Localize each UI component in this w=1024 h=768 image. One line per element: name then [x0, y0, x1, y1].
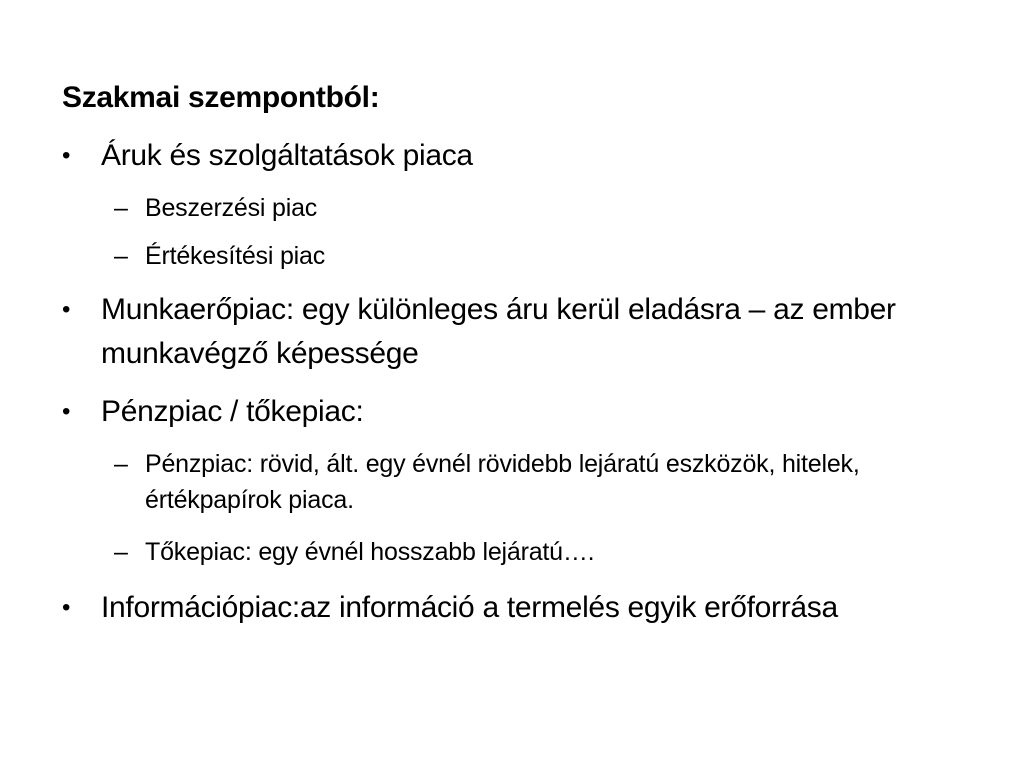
- dash-icon: –: [114, 194, 128, 222]
- sub-bullet-item: [114, 534, 905, 570]
- sub-bullet-text: Beszerzési piac: [145, 194, 318, 222]
- bullet-text: Pénzpiac / tőkepiac:: [101, 395, 364, 428]
- slide-heading: Szakmai szempontból:: [62, 81, 380, 114]
- dash-icon: –: [114, 242, 128, 270]
- bullet-item: [62, 134, 981, 178]
- sub-bullet-text: Pénzpiac: rövid, ált. egy évnél rövidebb lejáratú eszközök, hitelek, értékpapírok piaca.: [145, 450, 860, 514]
- sub-bullet-text: Értékesítési piac: [145, 242, 326, 270]
- sub-bullet-item: [114, 446, 885, 518]
- bullet-text: Információpiac:az információ a termelés egyik erőforrása: [101, 591, 838, 624]
- bullet-icon: •: [62, 594, 71, 621]
- bullet-icon: •: [62, 142, 71, 169]
- bullet-item: [62, 586, 931, 630]
- sub-bullet-text: Tőkepiac: egy évnél hosszabb lejáratú….: [145, 538, 595, 566]
- bullet-text: Munkaerőpiac: egy különleges áru kerül eladásra – az ember munkavégző képessége: [101, 293, 896, 370]
- dash-icon: –: [114, 450, 128, 478]
- sub-bullet-item: [114, 190, 905, 226]
- bullet-text: Áruk és szolgáltatások piaca: [101, 139, 473, 172]
- bullet-item: [62, 390, 981, 434]
- sub-bullet-item: [114, 238, 905, 274]
- bullet-item: [62, 288, 961, 376]
- dash-icon: –: [114, 538, 128, 566]
- bullet-icon: •: [62, 296, 71, 323]
- bullet-icon: •: [62, 398, 71, 425]
